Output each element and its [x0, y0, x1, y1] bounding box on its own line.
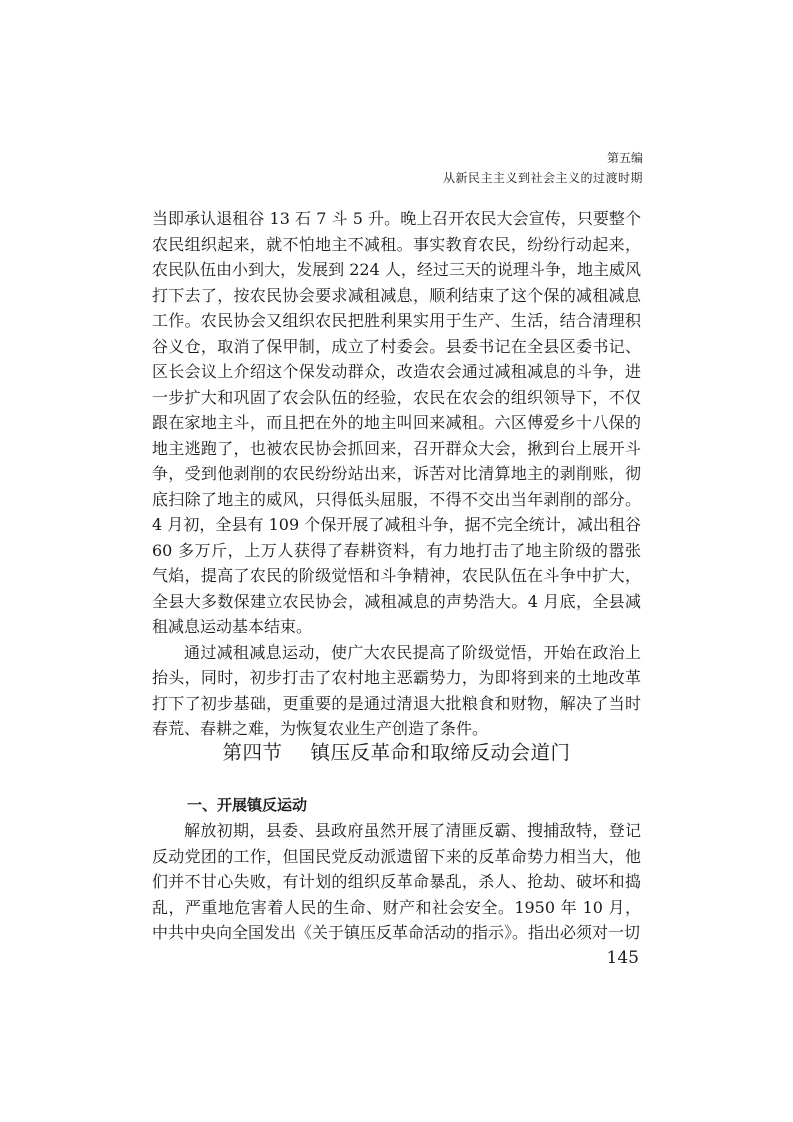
body-text-bottom	[152, 818, 641, 946]
body-text-top	[152, 206, 641, 742]
section-number: 第四节	[222, 741, 283, 764]
section-heading	[152, 738, 641, 768]
section-title: 镇压反革命和取缔反动会道门	[310, 741, 571, 764]
paragraph: 通过减租减息运动，使广大农民提高了阶级觉悟，开始在政治上抬头，同时，初步打击了农村地主恶霸势力，为即将到来的土地改革打下了初步基础，更重要的是通过清退大批粮食和财物，解决了当时春荒、春耕之难，为恢复农业生产创造了条件。	[152, 642, 641, 738]
part-title: 从新民主主义到社会主义的过渡时期	[442, 171, 643, 185]
subheading: 一、开展镇反运动	[187, 796, 308, 814]
running-header	[443, 150, 643, 186]
paragraph: 解放初期，县委、县政府虽然开展了清匪反霸、搜捕敌特，登记反动党团的工作，但国民党反动派遗留下来的反革命势力相当大，他们并不甘心失败，有计划的组织反革命暴乱，杀人、抢劫、破坏和捣乱，严重地危害着人民的生命、财产和社会安全。1950 年 10 月，中共中央向全国发出《关于镇压反革命活动的指示》。指出必须对一切	[152, 821, 641, 942]
part-label: 第五编	[606, 151, 643, 165]
paragraph: 当即承认退租谷 13 石 7 斗 5 升。晚上召开农民大会宣传，只要整个农民组织起来，就不怕地主不减租。事实教育农民，纷纷行动起来，农民队伍由小到大，发展到 224 人，经过三天的说理斗争，地主威风打下去了，按农民协会要求减租减息，顺利结束了这个保的减租减息工作。农民协会又组织农民把胜利果实用于生产、生活，结合清理积谷义仓，取消了保甲制，成立了村委会。县委书记在全县区委书记、区长会议上介绍这个保发动群众，改造农会通过减租减息的斗争，进一步扩大和巩固了农会队伍的经验，农民在农会的组织领导下，不仅跟在家地主斗，而且把在外的地主叫回来减租。六区傅爱乡十八保的地主逃跑了，也被农民协会抓回来，召开群众大会，揪到台上展开斗争，受到他剥削的农民纷纷站出来，诉苦对比清算地主的剥削账，彻底扫除了地主的威风，只得低头屈服，不得不交出当年剥削的部分。4 月初，全县有 109 个保开展了减租斗争，据不完全统计，减出租谷 60 多万斤，上万人获得了春耕资料，有力地打击了地主阶级的嚣张气焰，提高了农民的阶级觉悟和斗争精神，农民队伍在斗争中扩大，全县大多数保建立农民协会，减租减息的声势浩大。4 月底，全县减租减息运动基本结束。	[152, 209, 641, 636]
page-number: 145	[606, 948, 639, 968]
